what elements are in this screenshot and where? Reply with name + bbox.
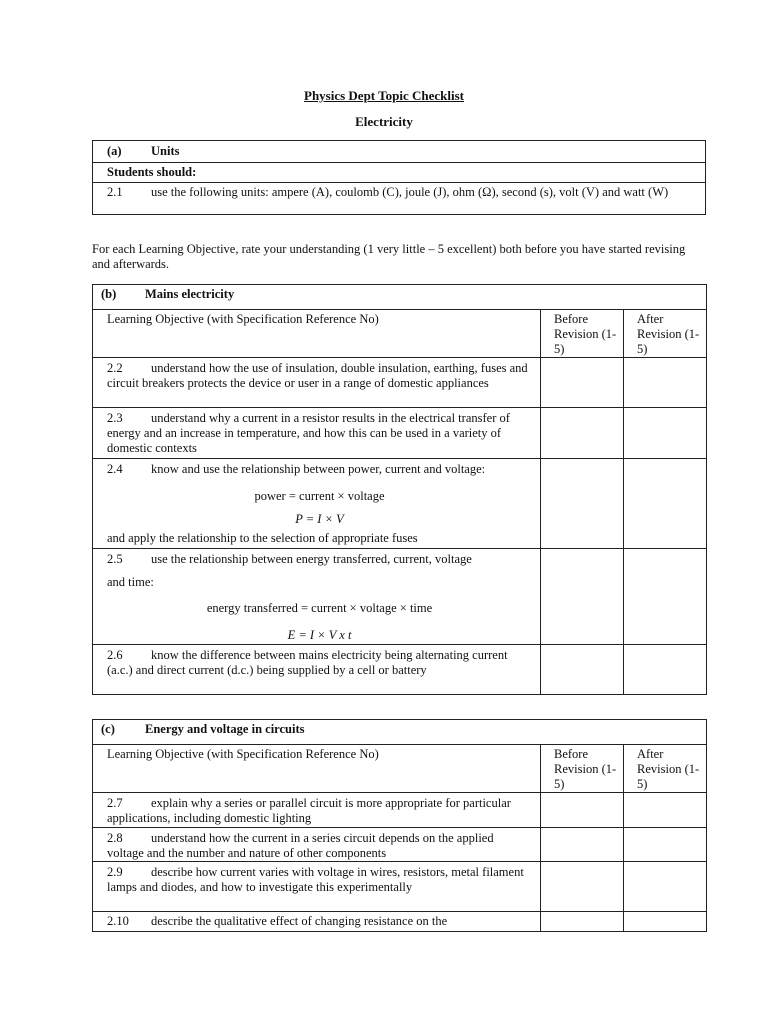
objective-text: understand why a current in a resistor results in the electrical transfer of energy and an increase in temperature, and how this can be used in a variety of domestic contexts <box>107 411 510 455</box>
objective-number: 2.8 <box>107 831 123 845</box>
formula-symbols: P = I × V <box>295 512 344 526</box>
objective-text: understand how the current in a series circuit depends on the applied voltage and the number and nature of other components <box>107 831 494 860</box>
objective-text: explain why a series or parallel circuit is more appropriate for particular applications, including domestic lighting <box>107 796 511 825</box>
objective-number: 2.4 <box>107 462 123 476</box>
objective-text: know the difference between mains electricity being alternating current (a.c.) and direct current (d.c.) being supplied by a cell or battery <box>107 648 508 677</box>
before-rating-cell[interactable] <box>541 645 624 695</box>
formula-words: energy transferred = current × voltage × time <box>206 601 433 615</box>
before-rating-cell[interactable] <box>541 549 624 645</box>
section-heading: Energy and voltage in circuits <box>145 722 305 736</box>
after-rating-cell[interactable] <box>624 358 707 408</box>
objective-text: use the relationship between energy transferred, current, voltage <box>151 552 472 566</box>
formula-symbols: E = I × V x t <box>287 628 352 642</box>
objective-number: 2.3 <box>107 411 123 425</box>
objective-row <box>93 459 541 549</box>
page-subtitle: Electricity <box>355 114 413 129</box>
after-rating-cell[interactable] <box>624 645 707 695</box>
after-rating-cell[interactable] <box>624 862 707 912</box>
objective-text-continued: and apply the relationship to the selection of appropriate fuses <box>107 531 418 545</box>
before-rating-cell[interactable] <box>541 862 624 912</box>
before-rating-cell[interactable] <box>541 912 624 932</box>
section-letter: (b) <box>101 287 117 301</box>
column-header-objective: Learning Objective (with Specification Reference No) <box>93 310 541 358</box>
section-letter: (c) <box>101 722 115 736</box>
column-header-before: Before Revision (1-5) <box>541 310 624 358</box>
objective-row <box>93 793 541 828</box>
before-rating-cell[interactable] <box>541 408 624 459</box>
instructions-text: For each Learning Objective, rate your understanding (1 very little – 5 excellent) both before you have started revising and afterwards. <box>92 242 686 271</box>
before-rating-cell[interactable] <box>541 459 624 549</box>
objective-row <box>93 183 706 215</box>
students-should: Students should: <box>93 163 706 183</box>
objective-number: 2.7 <box>107 796 123 810</box>
section-heading: Units <box>151 144 180 158</box>
before-rating-cell[interactable] <box>541 828 624 862</box>
objective-text: describe the qualitative effect of changing resistance on the <box>151 914 448 928</box>
after-rating-cell[interactable] <box>624 459 707 549</box>
objective-number: 2.6 <box>107 648 123 662</box>
objective-row <box>93 828 541 862</box>
objective-number: 2.1 <box>107 185 123 199</box>
objective-row <box>93 358 541 408</box>
after-rating-cell[interactable] <box>624 828 707 862</box>
objective-number: 2.10 <box>107 914 129 928</box>
objective-text: know and use the relationship between power, current and voltage: <box>151 462 486 476</box>
after-rating-cell[interactable] <box>624 549 707 645</box>
after-rating-cell[interactable] <box>624 408 707 459</box>
objective-row <box>93 912 541 932</box>
page-title: Physics Dept Topic Checklist <box>304 88 464 103</box>
objective-row <box>93 549 541 645</box>
section-a-table <box>92 140 706 215</box>
section-a-header <box>93 141 706 163</box>
objective-text: describe how current varies with voltage in wires, resistors, metal filament lamps and diodes, and how to investigate this experimentally <box>107 865 524 894</box>
objective-row <box>93 408 541 459</box>
objective-number: 2.2 <box>107 361 123 375</box>
column-header-before: Before Revision (1-5) <box>541 745 624 793</box>
section-letter: (a) <box>107 144 122 158</box>
after-rating-cell[interactable] <box>624 912 707 932</box>
objective-text-continued: and time: <box>107 575 154 589</box>
section-c-header <box>93 720 707 745</box>
column-header-objective: Learning Objective (with Specification Reference No) <box>93 745 541 793</box>
section-b-header <box>93 285 707 310</box>
after-rating-cell[interactable] <box>624 793 707 828</box>
column-header-after: After Revision (1-5) <box>624 745 707 793</box>
objective-row <box>93 862 541 912</box>
before-rating-cell[interactable] <box>541 793 624 828</box>
objective-number: 2.5 <box>107 552 123 566</box>
before-rating-cell[interactable] <box>541 358 624 408</box>
formula-words: power = current × voltage <box>254 489 385 503</box>
section-b-table <box>92 284 707 695</box>
section-c-table <box>92 719 707 932</box>
objective-text: use the following units: ampere (A), coulomb (C), joule (J), ohm (Ω), second (s), volt (V) and watt (W) <box>151 185 669 199</box>
column-header-after: After Revision (1-5) <box>624 310 707 358</box>
objective-number: 2.9 <box>107 865 123 879</box>
objective-text: understand how the use of insulation, double insulation, earthing, fuses and circuit breakers protects the device or user in a range of domestic appliances <box>107 361 528 390</box>
section-heading: Mains electricity <box>145 287 235 301</box>
objective-row <box>93 645 541 695</box>
